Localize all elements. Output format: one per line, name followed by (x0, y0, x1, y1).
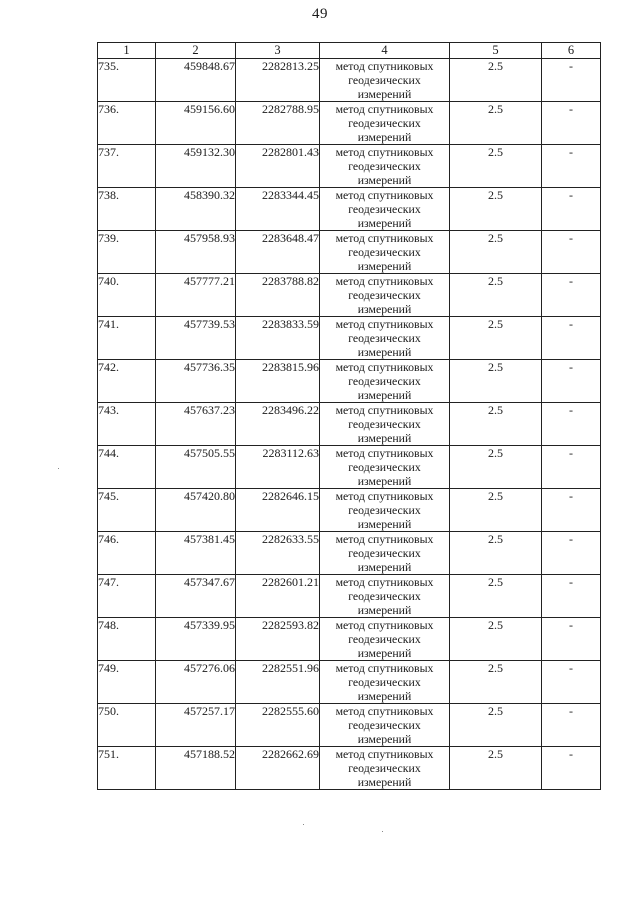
point-number-cell: 736. (98, 102, 156, 145)
accuracy-cell: 2.5 (450, 274, 542, 317)
y-coordinate-cell: 2283344.45 (236, 188, 320, 231)
point-number-cell: 750. (98, 704, 156, 747)
x-coordinate-cell: 457958.93 (156, 231, 236, 274)
method-line: метод спутниковых (335, 661, 434, 675)
method-line: метод спутниковых (335, 575, 434, 589)
note-cell: - (542, 575, 601, 618)
note-cell: - (542, 317, 601, 360)
note-cell: - (542, 704, 601, 747)
method-line: измерений (357, 646, 412, 660)
method-line: метод спутниковых (335, 102, 434, 116)
y-coordinate-cell: 2282788.95 (236, 102, 320, 145)
method-line: измерений (357, 517, 412, 531)
method-line: измерений (357, 130, 412, 144)
note-cell: - (542, 489, 601, 532)
method-line: метод спутниковых (335, 231, 434, 245)
y-coordinate-cell: 2282555.60 (236, 704, 320, 747)
method-cell (320, 446, 450, 489)
note-cell: - (542, 188, 601, 231)
column-header-5: 5 (450, 43, 542, 59)
method-cell (320, 532, 450, 575)
x-coordinate-cell: 457505.55 (156, 446, 236, 489)
method-line: измерений (357, 732, 412, 746)
x-coordinate-cell: 457381.45 (156, 532, 236, 575)
method-cell (320, 704, 450, 747)
method-cell (320, 274, 450, 317)
method-line: измерений (357, 560, 412, 574)
method-cell (320, 489, 450, 532)
x-coordinate-cell: 457339.95 (156, 618, 236, 661)
method-line: измерений (357, 216, 412, 230)
table-row (98, 188, 601, 231)
method-line: измерений (357, 388, 412, 402)
column-number-row (98, 43, 601, 59)
method-line: геодезических (348, 159, 421, 173)
column-header-4: 4 (320, 43, 450, 59)
accuracy-cell: 2.5 (450, 231, 542, 274)
note-cell: - (542, 102, 601, 145)
x-coordinate-cell: 457347.67 (156, 575, 236, 618)
note-cell: - (542, 59, 601, 102)
method-line: измерений (357, 259, 412, 273)
method-line: метод спутниковых (335, 188, 434, 202)
x-coordinate-cell: 459132.30 (156, 145, 236, 188)
y-coordinate-cell: 2283112.63 (236, 446, 320, 489)
column-header-6: 6 (542, 43, 601, 59)
point-number-cell: 743. (98, 403, 156, 446)
accuracy-cell: 2.5 (450, 618, 542, 661)
method-cell (320, 747, 450, 790)
y-coordinate-cell: 2283788.82 (236, 274, 320, 317)
table-row (98, 274, 601, 317)
note-cell: - (542, 274, 601, 317)
accuracy-cell: 2.5 (450, 747, 542, 790)
method-line: измерений (357, 87, 412, 101)
x-coordinate-cell: 457188.52 (156, 747, 236, 790)
method-line: геодезических (348, 675, 421, 689)
accuracy-cell: 2.5 (450, 575, 542, 618)
table-row (98, 231, 601, 274)
point-number-cell: 747. (98, 575, 156, 618)
point-number-cell: 745. (98, 489, 156, 532)
point-number-cell: 749. (98, 661, 156, 704)
method-line: метод спутниковых (335, 360, 434, 374)
method-line: измерений (357, 603, 412, 617)
x-coordinate-cell: 457257.17 (156, 704, 236, 747)
method-cell (320, 618, 450, 661)
method-cell (320, 145, 450, 188)
column-header-2: 2 (156, 43, 236, 59)
point-number-cell: 739. (98, 231, 156, 274)
method-line: геодезических (348, 245, 421, 259)
method-line: метод спутниковых (335, 704, 434, 718)
accuracy-cell: 2.5 (450, 489, 542, 532)
accuracy-cell: 2.5 (450, 661, 542, 704)
note-cell: - (542, 747, 601, 790)
accuracy-cell: 2.5 (450, 102, 542, 145)
method-cell (320, 360, 450, 403)
y-coordinate-cell: 2283496.22 (236, 403, 320, 446)
table-row (98, 403, 601, 446)
scan-speck (303, 824, 304, 825)
coordinates-table (97, 42, 601, 790)
x-coordinate-cell: 457420.80 (156, 489, 236, 532)
method-line: метод спутниковых (335, 489, 434, 503)
x-coordinate-cell: 457276.06 (156, 661, 236, 704)
note-cell: - (542, 661, 601, 704)
method-line: геодезических (348, 417, 421, 431)
point-number-cell: 746. (98, 532, 156, 575)
table-row (98, 317, 601, 360)
method-cell (320, 575, 450, 618)
method-line: метод спутниковых (335, 274, 434, 288)
table-row (98, 446, 601, 489)
method-line: геодезических (348, 288, 421, 302)
accuracy-cell: 2.5 (450, 59, 542, 102)
note-cell: - (542, 532, 601, 575)
note-cell: - (542, 403, 601, 446)
note-cell: - (542, 360, 601, 403)
point-number-cell: 751. (98, 747, 156, 790)
scan-speck (382, 831, 383, 832)
method-line: геодезических (348, 374, 421, 388)
y-coordinate-cell: 2282646.15 (236, 489, 320, 532)
table-row (98, 360, 601, 403)
point-number-cell: 748. (98, 618, 156, 661)
y-coordinate-cell: 2282801.43 (236, 145, 320, 188)
method-line: измерений (357, 173, 412, 187)
method-line: геодезических (348, 73, 421, 87)
method-cell (320, 403, 450, 446)
method-line: геодезических (348, 761, 421, 775)
y-coordinate-cell: 2282601.21 (236, 575, 320, 618)
x-coordinate-cell: 459156.60 (156, 102, 236, 145)
method-line: геодезических (348, 589, 421, 603)
method-line: метод спутниковых (335, 446, 434, 460)
accuracy-cell: 2.5 (450, 317, 542, 360)
accuracy-cell: 2.5 (450, 360, 542, 403)
accuracy-cell: 2.5 (450, 532, 542, 575)
scan-speck (58, 468, 59, 469)
method-cell (320, 102, 450, 145)
y-coordinate-cell: 2282551.96 (236, 661, 320, 704)
method-cell (320, 661, 450, 704)
method-cell (320, 231, 450, 274)
table-row (98, 618, 601, 661)
method-line: метод спутниковых (335, 403, 434, 417)
x-coordinate-cell: 457637.23 (156, 403, 236, 446)
accuracy-cell: 2.5 (450, 188, 542, 231)
column-header-3: 3 (236, 43, 320, 59)
table-row (98, 145, 601, 188)
y-coordinate-cell: 2282633.55 (236, 532, 320, 575)
point-number-cell: 738. (98, 188, 156, 231)
method-line: измерений (357, 302, 412, 316)
method-line: метод спутниковых (335, 618, 434, 632)
method-line: геодезических (348, 718, 421, 732)
method-cell (320, 317, 450, 360)
method-line: геодезических (348, 116, 421, 130)
method-line: метод спутниковых (335, 747, 434, 761)
accuracy-cell: 2.5 (450, 145, 542, 188)
point-number-cell: 737. (98, 145, 156, 188)
point-number-cell: 742. (98, 360, 156, 403)
table-row (98, 575, 601, 618)
table-row (98, 704, 601, 747)
accuracy-cell: 2.5 (450, 403, 542, 446)
y-coordinate-cell: 2283833.59 (236, 317, 320, 360)
method-line: измерений (357, 345, 412, 359)
point-number-cell: 741. (98, 317, 156, 360)
x-coordinate-cell: 457739.53 (156, 317, 236, 360)
y-coordinate-cell: 2283648.47 (236, 231, 320, 274)
table-row (98, 59, 601, 102)
method-line: геодезических (348, 331, 421, 345)
y-coordinate-cell: 2282593.82 (236, 618, 320, 661)
column-header-1: 1 (98, 43, 156, 59)
y-coordinate-cell: 2283815.96 (236, 360, 320, 403)
point-number-cell: 744. (98, 446, 156, 489)
note-cell: - (542, 145, 601, 188)
accuracy-cell: 2.5 (450, 704, 542, 747)
table-row (98, 102, 601, 145)
table-row (98, 489, 601, 532)
method-cell (320, 59, 450, 102)
x-coordinate-cell: 457736.35 (156, 360, 236, 403)
method-line: измерений (357, 775, 412, 789)
table-row (98, 532, 601, 575)
note-cell: - (542, 618, 601, 661)
method-line: измерений (357, 689, 412, 703)
point-number-cell: 735. (98, 59, 156, 102)
method-line: метод спутниковых (335, 317, 434, 331)
method-line: геодезических (348, 202, 421, 216)
method-line: измерений (357, 431, 412, 445)
method-cell (320, 188, 450, 231)
accuracy-cell: 2.5 (450, 446, 542, 489)
table-row (98, 661, 601, 704)
x-coordinate-cell: 457777.21 (156, 274, 236, 317)
method-line: метод спутниковых (335, 145, 434, 159)
method-line: метод спутниковых (335, 532, 434, 546)
x-coordinate-cell: 458390.32 (156, 188, 236, 231)
note-cell: - (542, 231, 601, 274)
note-cell: - (542, 446, 601, 489)
table-row (98, 747, 601, 790)
method-line: измерений (357, 474, 412, 488)
y-coordinate-cell: 2282662.69 (236, 747, 320, 790)
point-number-cell: 740. (98, 274, 156, 317)
page-number: 49 (312, 6, 328, 22)
method-line: геодезических (348, 632, 421, 646)
method-line: геодезических (348, 460, 421, 474)
method-line: метод спутниковых (335, 59, 434, 73)
method-line: геодезических (348, 546, 421, 560)
y-coordinate-cell: 2282813.25 (236, 59, 320, 102)
x-coordinate-cell: 459848.67 (156, 59, 236, 102)
method-line: геодезических (348, 503, 421, 517)
